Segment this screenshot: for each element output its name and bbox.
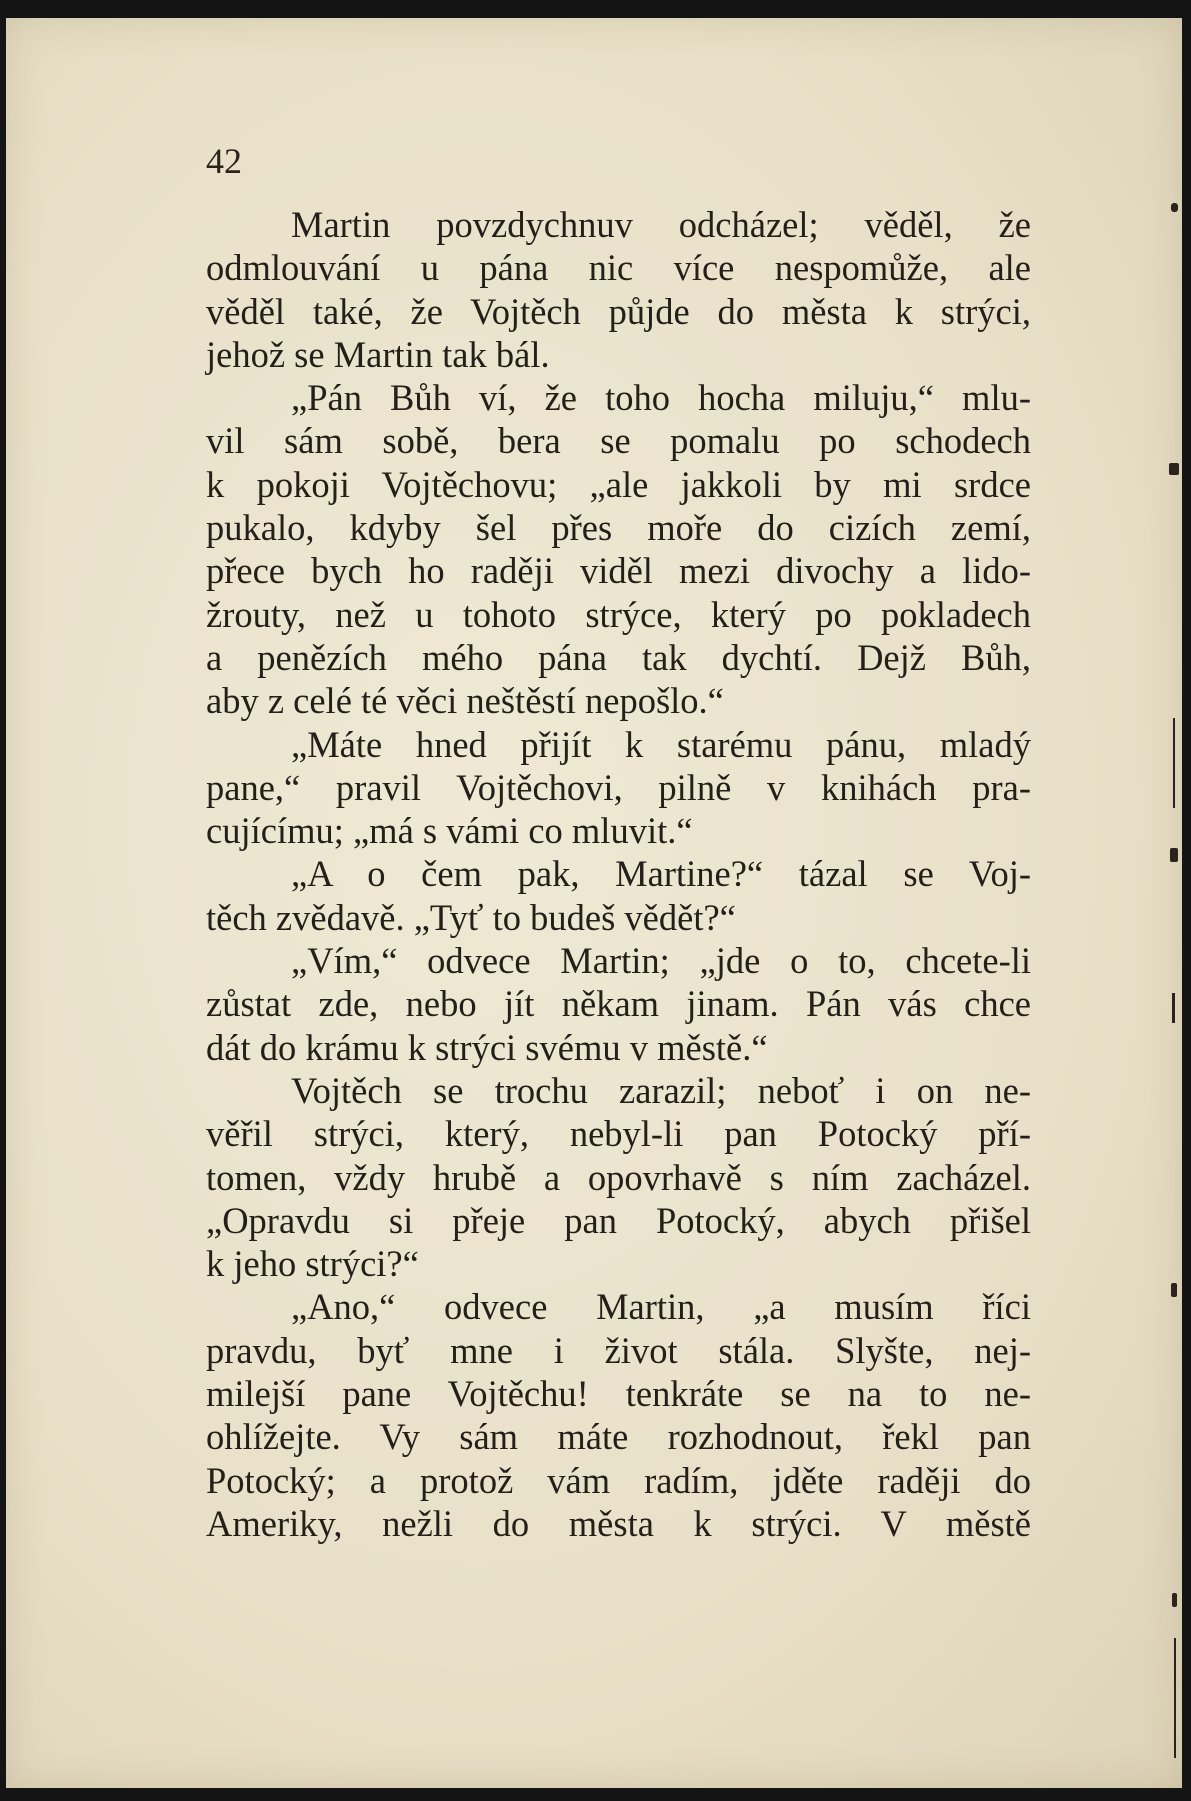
text-line: věřil strýci, který, nebyl-li pan Potocký pří- — [206, 1113, 1031, 1155]
text-line: cujícímu; „má s vámi co mluvit.“ — [206, 810, 693, 852]
text-line: k jeho strýci?“ — [206, 1243, 419, 1285]
text-line: k pokoji Vojtěchovu; „ale jakkoli by mi srdce — [206, 463, 1031, 505]
text-line: „Pán Bůh ví, že toho hocha miluju,“ mlu- — [291, 377, 1031, 419]
page-number: 42 — [206, 141, 242, 181]
text-line: dát do krámu k strýci svému v městě.“ — [206, 1026, 768, 1068]
text-line: jehož se Martin tak bál. — [206, 333, 550, 375]
text-line: Ameriky, nežli do města k strýci. V městě — [206, 1502, 1031, 1544]
text-line: a penězích mého pána tak dychtí. Dejž Bůh, — [206, 636, 1031, 678]
margin-mark — [1173, 718, 1175, 808]
text-line: ohlížejte. Vy sám máte rozhodnout, řekl pan — [206, 1416, 1031, 1458]
text-line: vil sám sobě, bera se pomalu po schodech — [206, 420, 1031, 462]
text-line: „Opravdu si přeje pan Potocký, abych přišel — [206, 1199, 1031, 1241]
text-line: přece bych ho raději viděl mezi divochy a lido- — [206, 550, 1031, 592]
margin-mark — [1174, 1638, 1176, 1758]
text-line: Vojtěch se trochu zarazil; neboť i on ne- — [291, 1069, 1031, 1111]
text-line: „A o čem pak, Martine?“ tázal se Voj- — [291, 853, 1031, 895]
text-line: Martin povzdychnuv odcházel; věděl, že — [291, 204, 1031, 245]
text-line: „Ano,“ odvece Martin, „a musím říci — [291, 1286, 1031, 1328]
text-line: odmlouvání u pána nic více nespomůže, ale — [206, 247, 1031, 289]
margin-mark — [1172, 1593, 1177, 1607]
text-line: „Máte hned přijít k starému pánu, mladý — [291, 723, 1031, 765]
text-line: věděl také, že Vojtěch půjde do města k strýci, — [206, 290, 1031, 332]
body-text — [206, 203, 1031, 1545]
margin-mark — [1171, 1283, 1177, 1297]
text-line: zůstat zde, nebo jít někam jinam. Pán vás chce — [206, 983, 1031, 1025]
text-line: milejší pane Vojtěchu! tenkráte se na to ne- — [206, 1373, 1031, 1415]
margin-mark — [1169, 463, 1179, 475]
margin-mark — [1170, 848, 1178, 862]
text-line: Potocký; a protož vám radím, jděte raději do — [206, 1459, 1031, 1501]
text-line: „Vím,“ odvece Martin; „jde o to, chcete-li — [291, 940, 1031, 982]
text-line: pukalo, kdyby šel přes moře do cizích zemí, — [206, 507, 1031, 549]
book-page — [6, 18, 1182, 1788]
text-line: pane,“ pravil Vojtěchovi, pilně v knihách pra- — [206, 766, 1031, 808]
text-line: pravdu, byť mne i život stála. Slyšte, nej- — [206, 1329, 1031, 1371]
margin-mark — [1172, 993, 1175, 1023]
text-line: tomen, vždy hrubě a opovrhavě s ním zacházel. — [206, 1156, 1031, 1198]
text-line: žrouty, než u tohoto strýce, který po pokladech — [206, 593, 1031, 635]
margin-mark — [1171, 203, 1178, 212]
text-line: těch zvědavě. „Tyť to budeš vědět?“ — [206, 896, 736, 938]
text-line: aby z celé té věci neštěstí nepošlo.“ — [206, 680, 724, 722]
